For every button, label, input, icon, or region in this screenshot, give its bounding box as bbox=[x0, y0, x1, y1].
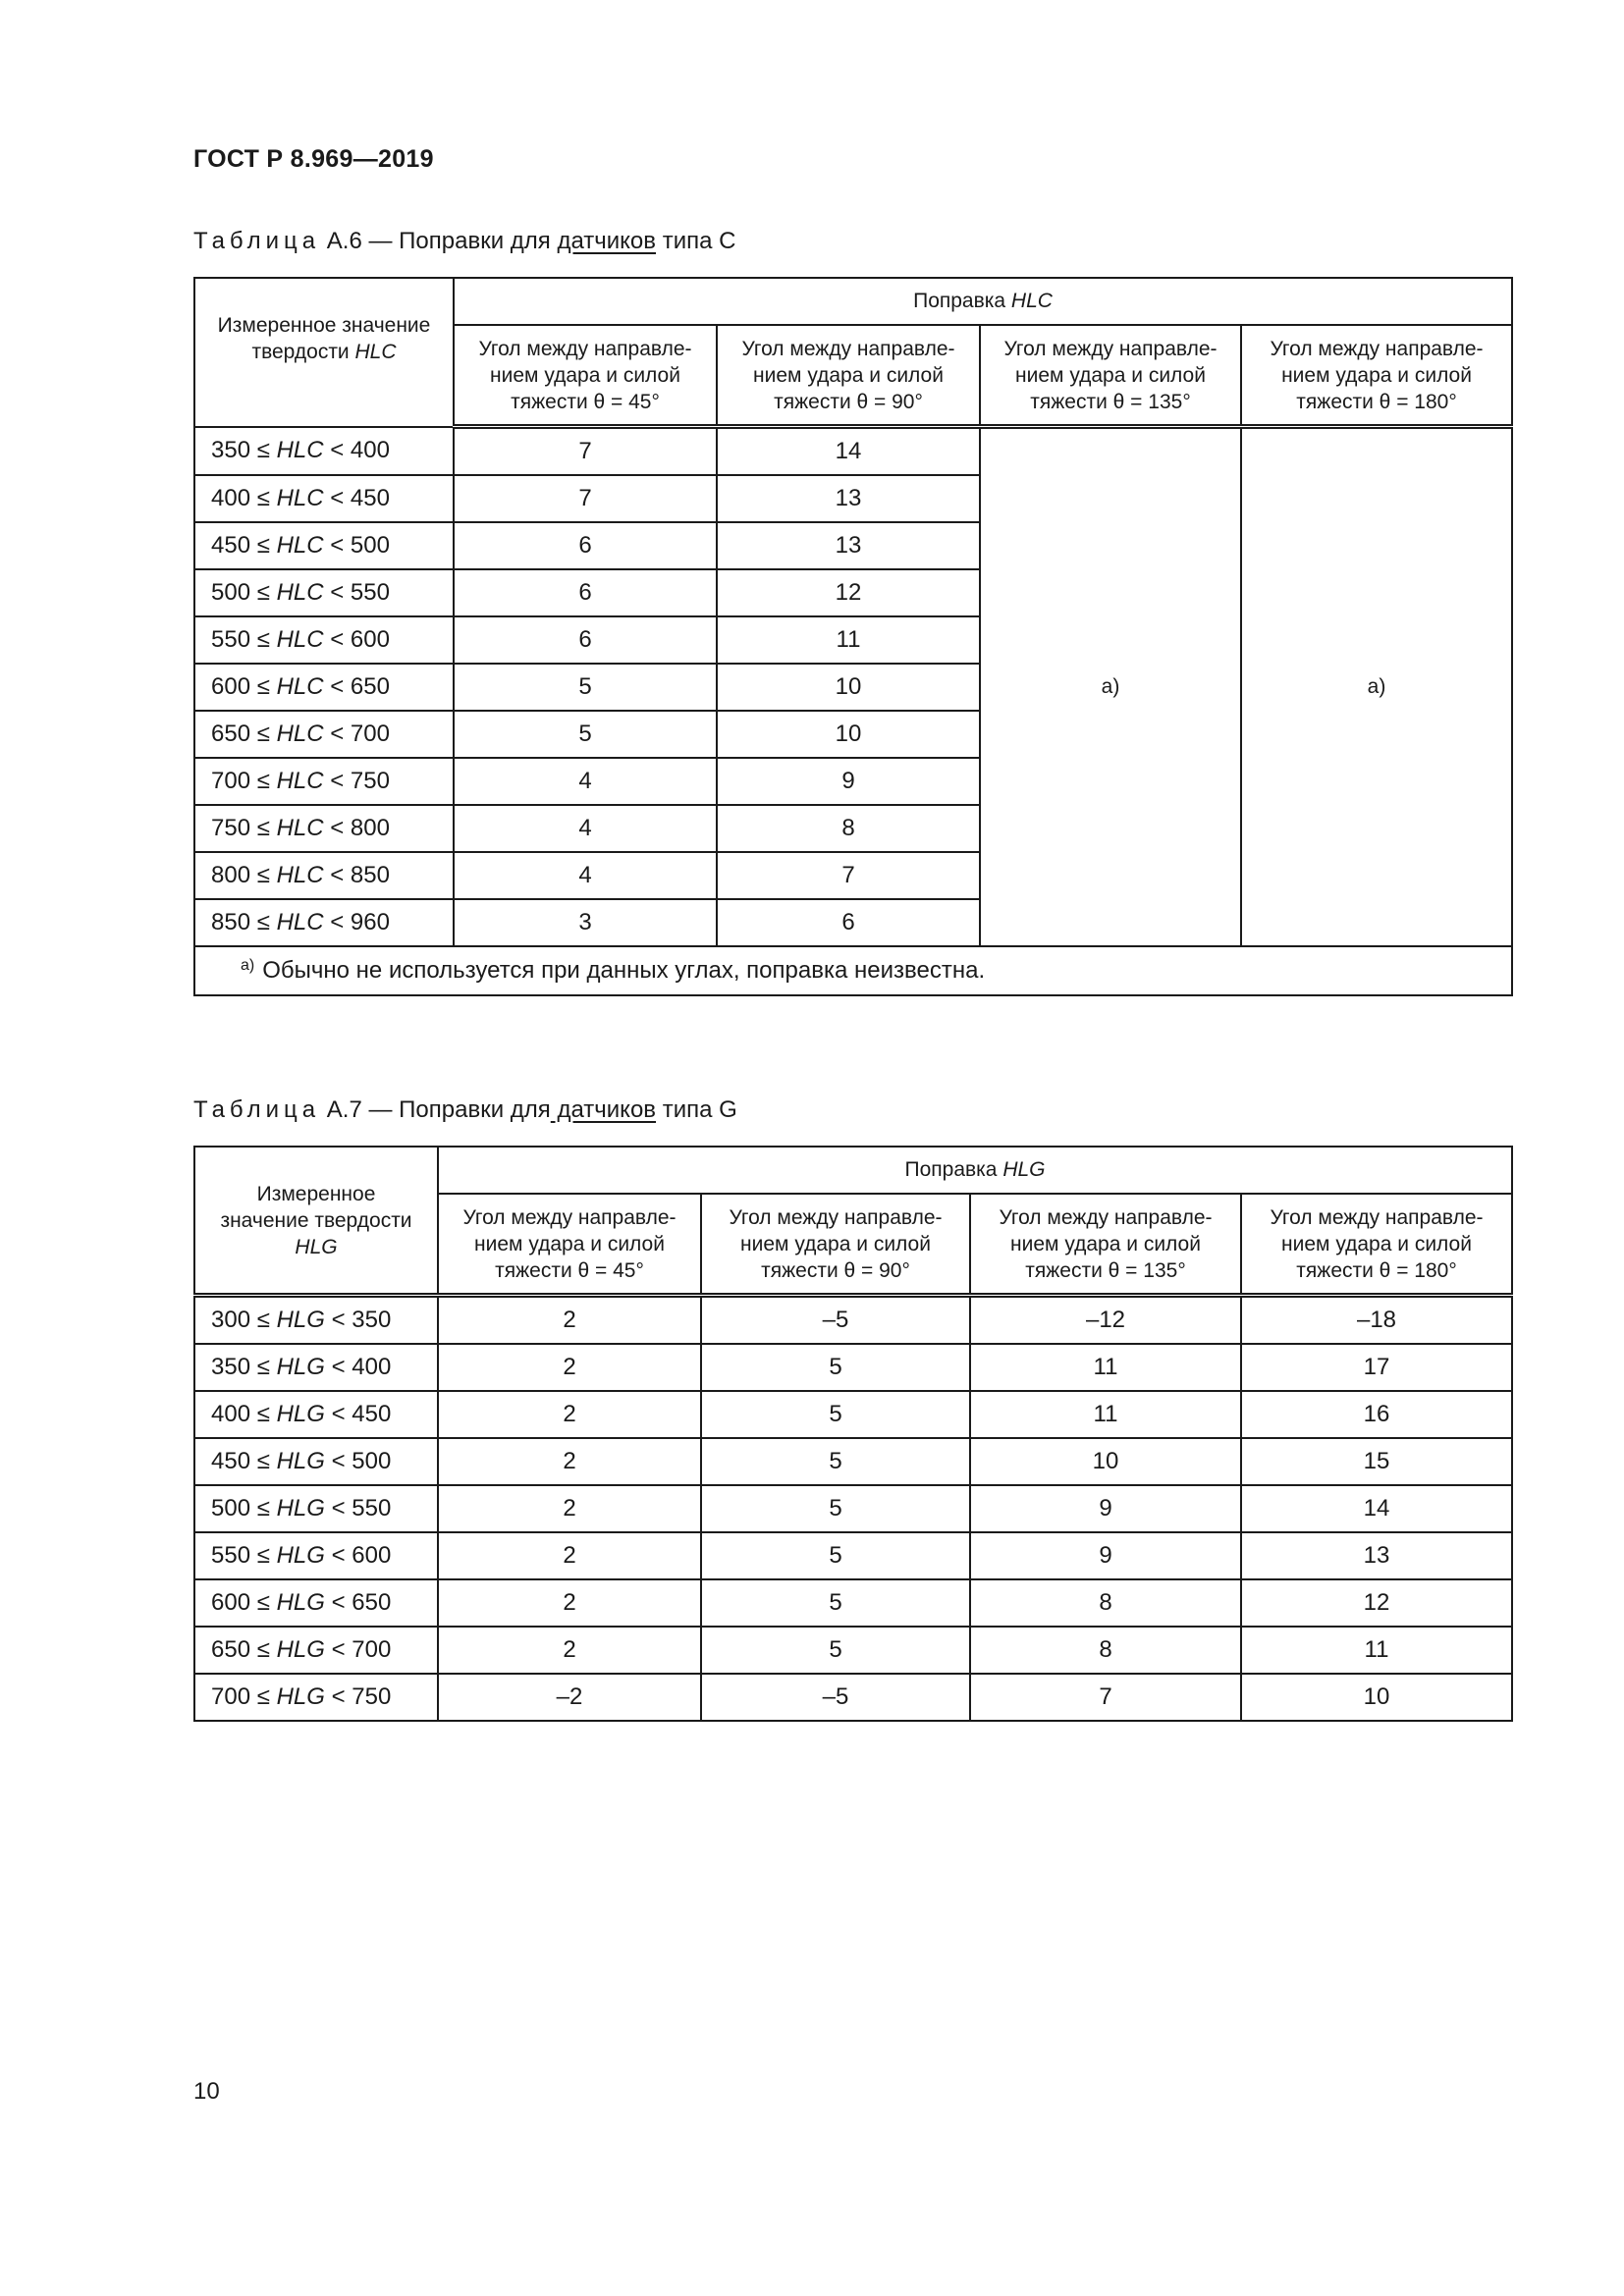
hardness-symbol: HLC bbox=[276, 768, 324, 794]
table-row bbox=[194, 427, 1512, 476]
angle-header bbox=[1241, 325, 1512, 427]
value-45: 5 bbox=[454, 711, 717, 758]
value-90: 5 bbox=[701, 1579, 970, 1627]
hardness-symbol: HLG bbox=[276, 1542, 325, 1569]
header-line: тяжести θ = 90° bbox=[761, 1258, 910, 1282]
sensors-link[interactable]: датчиков bbox=[550, 1096, 657, 1123]
range-high: < 500 bbox=[323, 532, 390, 559]
hardness-symbol: HLC bbox=[1010, 290, 1053, 312]
value-90: 13 bbox=[717, 475, 980, 522]
hardness-symbol: HLG bbox=[276, 1354, 325, 1380]
range-low: 450 ≤ bbox=[211, 1448, 277, 1474]
value-45: 5 bbox=[454, 664, 717, 711]
range-cell bbox=[194, 616, 454, 664]
hardness-symbol: HLG bbox=[276, 1495, 325, 1522]
range-low: 600 ≤ bbox=[211, 1589, 277, 1616]
table-number: А.7 bbox=[326, 1096, 362, 1123]
value-180: 10 bbox=[1241, 1674, 1512, 1721]
range-low: 350 ≤ bbox=[211, 437, 277, 464]
range-cell bbox=[194, 664, 454, 711]
range-low: 700 ≤ bbox=[211, 1683, 277, 1710]
value-90: 12 bbox=[717, 569, 980, 616]
hardness-symbol: HLC bbox=[354, 341, 397, 364]
header-line: тяжести θ = 135° bbox=[1030, 390, 1191, 413]
range-cell bbox=[194, 427, 454, 476]
value-180: 15 bbox=[1241, 1438, 1512, 1485]
hardness-symbol: HLG bbox=[276, 1401, 325, 1427]
range-high: < 400 bbox=[323, 437, 390, 464]
value-90: 11 bbox=[717, 616, 980, 664]
value-90: 5 bbox=[701, 1438, 970, 1485]
correction-header bbox=[454, 278, 1512, 325]
table-a7 bbox=[193, 1146, 1513, 1722]
range-high: < 650 bbox=[323, 673, 390, 700]
header-line: тяжести θ = 180° bbox=[1296, 390, 1457, 413]
header-line: тяжести θ = 45° bbox=[511, 390, 660, 413]
range-cell bbox=[194, 569, 454, 616]
range-low: 700 ≤ bbox=[211, 768, 277, 794]
value-90: 7 bbox=[717, 852, 980, 899]
range-high: < 450 bbox=[323, 485, 390, 511]
range-low: 650 ≤ bbox=[211, 721, 277, 747]
value-90: 5 bbox=[701, 1485, 970, 1532]
correction-header bbox=[438, 1147, 1512, 1194]
header-text: Поправка bbox=[904, 1158, 1003, 1181]
range-cell bbox=[194, 758, 454, 805]
header-line: нием удара и силой bbox=[740, 1232, 931, 1255]
value-45: 3 bbox=[454, 899, 717, 946]
range-high: < 750 bbox=[324, 1683, 392, 1710]
value-90: 6 bbox=[717, 899, 980, 946]
caption-text-end: типа G bbox=[656, 1096, 737, 1123]
value-45: 2 bbox=[438, 1579, 701, 1627]
value-135: 7 bbox=[970, 1674, 1241, 1721]
hardness-symbol: HLC bbox=[276, 815, 324, 841]
range-cell bbox=[194, 1674, 438, 1721]
range-low: 400 ≤ bbox=[211, 1401, 277, 1427]
range-low: 550 ≤ bbox=[211, 1542, 277, 1569]
range-cell bbox=[194, 1344, 438, 1391]
range-low: 800 ≤ bbox=[211, 862, 277, 888]
range-high: < 800 bbox=[323, 815, 390, 841]
range-low: 500 ≤ bbox=[211, 1495, 277, 1522]
range-cell bbox=[194, 1296, 438, 1345]
range-low: 500 ≤ bbox=[211, 579, 277, 606]
header-line: нием удара и силой bbox=[1015, 363, 1206, 387]
value-90: 14 bbox=[717, 427, 980, 476]
header-line: нием удара и силой bbox=[1281, 363, 1472, 387]
measured-value-header bbox=[194, 278, 454, 427]
header-line: Угол между направле- bbox=[741, 337, 955, 360]
header-text: Поправка bbox=[913, 290, 1011, 312]
hardness-symbol: HLG bbox=[1002, 1158, 1046, 1181]
range-cell bbox=[194, 1391, 438, 1438]
range-cell bbox=[194, 1438, 438, 1485]
table-number: А.6 bbox=[326, 228, 362, 254]
value-45: 2 bbox=[438, 1485, 701, 1532]
value-45: 7 bbox=[454, 475, 717, 522]
header-line: нием удара и силой bbox=[1010, 1232, 1201, 1255]
range-cell bbox=[194, 475, 454, 522]
range-low: 400 ≤ bbox=[211, 485, 277, 511]
table-a6-caption bbox=[193, 228, 735, 255]
range-low: 450 ≤ bbox=[211, 532, 277, 559]
hardness-symbol: HLC bbox=[276, 626, 324, 653]
angle-header bbox=[1241, 1194, 1512, 1296]
header-line: тяжести θ = 180° bbox=[1296, 1258, 1457, 1282]
range-cell bbox=[194, 711, 454, 758]
value-135: 11 bbox=[970, 1391, 1241, 1438]
value-90: 10 bbox=[717, 664, 980, 711]
value-90: 5 bbox=[701, 1627, 970, 1674]
value-135: 8 bbox=[970, 1627, 1241, 1674]
value-45: 2 bbox=[438, 1344, 701, 1391]
range-high: < 600 bbox=[323, 626, 390, 653]
range-cell bbox=[194, 1485, 438, 1532]
range-high: < 550 bbox=[323, 579, 390, 606]
value-180: 12 bbox=[1241, 1579, 1512, 1627]
table-row bbox=[194, 1485, 1512, 1532]
table-row bbox=[194, 1579, 1512, 1627]
range-low: 650 ≤ bbox=[211, 1636, 277, 1663]
hardness-symbol: HLG bbox=[276, 1636, 325, 1663]
range-low: 600 ≤ bbox=[211, 673, 277, 700]
value-180: 14 bbox=[1241, 1485, 1512, 1532]
range-high: < 650 bbox=[324, 1589, 392, 1616]
header-line: тяжести θ = 135° bbox=[1025, 1258, 1186, 1282]
value-90: 13 bbox=[717, 522, 980, 569]
range-cell bbox=[194, 805, 454, 852]
hardness-symbol: HLC bbox=[276, 909, 324, 935]
value-45: 2 bbox=[438, 1391, 701, 1438]
value-45: 2 bbox=[438, 1532, 701, 1579]
range-low: 350 ≤ bbox=[211, 1354, 277, 1380]
caption-text: — Поправки для bbox=[368, 1096, 551, 1123]
hardness-symbol: HLC bbox=[276, 673, 324, 700]
header-line: нием удара и силой bbox=[474, 1232, 665, 1255]
table-row bbox=[194, 1438, 1512, 1485]
range-cell bbox=[194, 1579, 438, 1627]
header-line: Угол между направле- bbox=[1270, 337, 1484, 360]
hardness-symbol: HLC bbox=[276, 485, 324, 511]
header-line: твердости bbox=[251, 341, 355, 364]
value-180: 16 bbox=[1241, 1391, 1512, 1438]
hardness-symbol: HLC bbox=[276, 721, 324, 747]
footnote-text: Обычно не используется при данных углах, поправка неизвестна. bbox=[262, 957, 986, 984]
hardness-symbol: HLG bbox=[276, 1307, 325, 1333]
value-45: 4 bbox=[454, 758, 717, 805]
hardness-symbol: HLG bbox=[295, 1235, 338, 1258]
value-45: 2 bbox=[438, 1627, 701, 1674]
merged-cell-180: a) bbox=[1241, 427, 1512, 947]
table-label: Таблица bbox=[193, 1096, 321, 1123]
angle-header bbox=[980, 325, 1241, 427]
value-90: 8 bbox=[717, 805, 980, 852]
table-row bbox=[194, 1296, 1512, 1345]
value-135: –12 bbox=[970, 1296, 1241, 1345]
value-45: 6 bbox=[454, 569, 717, 616]
value-180: 17 bbox=[1241, 1344, 1512, 1391]
hardness-symbol: HLC bbox=[276, 532, 324, 559]
table-label: Таблица bbox=[193, 228, 321, 254]
range-cell bbox=[194, 522, 454, 569]
value-90: 5 bbox=[701, 1391, 970, 1438]
table-row bbox=[194, 1674, 1512, 1721]
document-header: ГОСТ Р 8.969—2019 bbox=[193, 145, 434, 173]
header-line: нием удара и силой bbox=[1281, 1232, 1472, 1255]
caption-text: — Поправки для bbox=[368, 228, 558, 254]
merged-cell-135: a) bbox=[980, 427, 1241, 947]
header-line: значение твердости bbox=[220, 1208, 412, 1232]
value-45: 6 bbox=[454, 616, 717, 664]
value-45: 2 bbox=[438, 1296, 701, 1345]
page-number: 10 bbox=[193, 2078, 220, 2105]
hardness-symbol: HLG bbox=[276, 1683, 325, 1710]
header-line: нием удара и силой bbox=[490, 363, 680, 387]
range-high: < 350 bbox=[324, 1307, 392, 1333]
hardness-symbol: HLC bbox=[276, 437, 324, 464]
table-row bbox=[194, 1532, 1512, 1579]
range-cell bbox=[194, 1627, 438, 1674]
value-90: 9 bbox=[717, 758, 980, 805]
range-high: < 600 bbox=[324, 1542, 392, 1569]
header-line: тяжести θ = 90° bbox=[774, 390, 923, 413]
range-low: 550 ≤ bbox=[211, 626, 277, 653]
angle-header bbox=[717, 325, 980, 427]
value-180: 11 bbox=[1241, 1627, 1512, 1674]
caption-text-end: типа С bbox=[656, 228, 736, 254]
value-135: 10 bbox=[970, 1438, 1241, 1485]
table-row bbox=[194, 1627, 1512, 1674]
range-high: < 960 bbox=[323, 909, 390, 935]
header-line: Угол между направле- bbox=[1270, 1205, 1484, 1229]
value-45: 7 bbox=[454, 427, 717, 476]
table-row bbox=[194, 1391, 1512, 1438]
value-180: –18 bbox=[1241, 1296, 1512, 1345]
footnote-mark: a) bbox=[241, 957, 255, 974]
value-135: 9 bbox=[970, 1485, 1241, 1532]
range-high: < 700 bbox=[324, 1636, 392, 1663]
header-line: Измеренное bbox=[256, 1182, 376, 1205]
range-high: < 550 bbox=[324, 1495, 392, 1522]
value-45: –2 bbox=[438, 1674, 701, 1721]
header-line: Угол между направле- bbox=[999, 1205, 1213, 1229]
angle-header bbox=[454, 325, 717, 427]
header-line: Угол между направле- bbox=[1003, 337, 1218, 360]
value-45: 2 bbox=[438, 1438, 701, 1485]
value-90: –5 bbox=[701, 1296, 970, 1345]
hardness-symbol: HLC bbox=[276, 862, 324, 888]
angle-header bbox=[438, 1194, 701, 1296]
table-a7-caption bbox=[193, 1096, 737, 1124]
range-cell bbox=[194, 1532, 438, 1579]
sensors-link[interactable]: датчиков bbox=[557, 228, 657, 254]
header-line: Измеренное значение bbox=[217, 314, 431, 338]
value-180: 13 bbox=[1241, 1532, 1512, 1579]
value-45: 6 bbox=[454, 522, 717, 569]
hardness-symbol: HLG bbox=[276, 1589, 325, 1616]
value-135: 8 bbox=[970, 1579, 1241, 1627]
table-row bbox=[194, 1344, 1512, 1391]
value-135: 9 bbox=[970, 1532, 1241, 1579]
angle-header bbox=[970, 1194, 1241, 1296]
range-cell bbox=[194, 899, 454, 946]
measured-value-header bbox=[194, 1147, 438, 1296]
range-cell bbox=[194, 852, 454, 899]
range-low: 750 ≤ bbox=[211, 815, 277, 841]
range-high: < 700 bbox=[323, 721, 390, 747]
range-high: < 450 bbox=[324, 1401, 392, 1427]
angle-header bbox=[701, 1194, 970, 1296]
range-low: 300 ≤ bbox=[211, 1307, 277, 1333]
header-line: нием удара и силой bbox=[753, 363, 944, 387]
range-high: < 850 bbox=[323, 862, 390, 888]
value-90: 5 bbox=[701, 1532, 970, 1579]
table-footnote bbox=[194, 946, 1512, 995]
range-high: < 750 bbox=[323, 768, 390, 794]
value-135: 11 bbox=[970, 1344, 1241, 1391]
range-high: < 500 bbox=[324, 1448, 392, 1474]
header-line: Угол между направле- bbox=[729, 1205, 943, 1229]
range-high: < 400 bbox=[324, 1354, 392, 1380]
value-90: 5 bbox=[701, 1344, 970, 1391]
hardness-symbol: HLG bbox=[276, 1448, 325, 1474]
header-line: тяжести θ = 45° bbox=[495, 1258, 644, 1282]
value-90: –5 bbox=[701, 1674, 970, 1721]
range-low: 850 ≤ bbox=[211, 909, 277, 935]
hardness-symbol: HLC bbox=[276, 579, 324, 606]
value-45: 4 bbox=[454, 805, 717, 852]
table-a6 bbox=[193, 277, 1513, 996]
value-45: 4 bbox=[454, 852, 717, 899]
value-90: 10 bbox=[717, 711, 980, 758]
header-line: Угол между направле- bbox=[462, 1205, 677, 1229]
header-line: Угол между направле- bbox=[478, 337, 692, 360]
